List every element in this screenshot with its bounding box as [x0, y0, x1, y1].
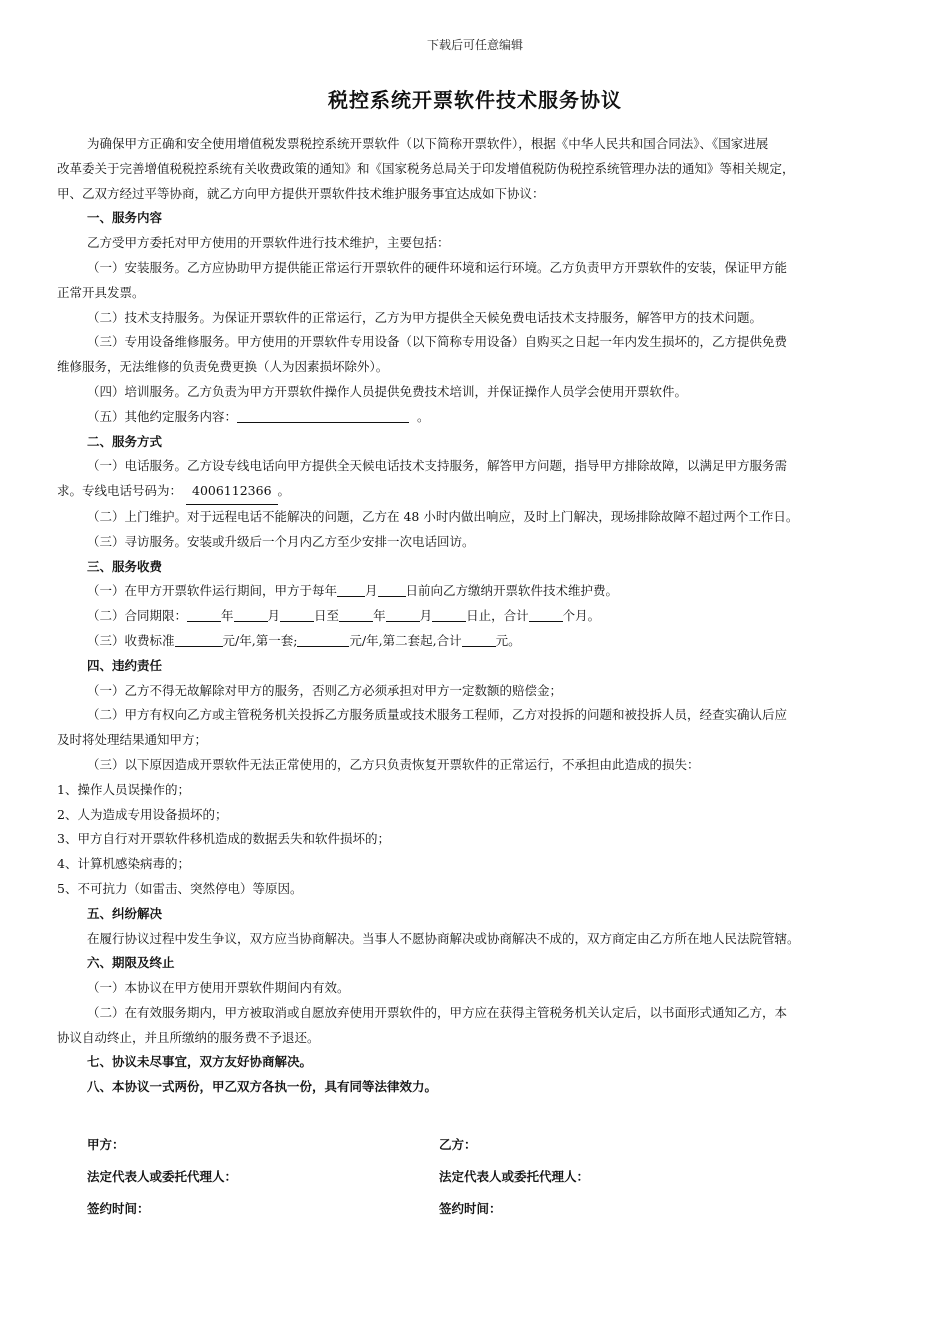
clause-text: 。: [416, 408, 430, 424]
fill-in-blank[interactable]: [297, 632, 349, 647]
party-b-label: 乙方：: [439, 1137, 477, 1152]
intro-line-1: 为确保甲方正确和安全使用增值税发票税控系统开票软件（以下简称开票软件），根据《中华人民共和国合同法》、《国家进展: [87, 136, 769, 151]
clause-text: 元/年,第一套;: [222, 632, 298, 648]
clause: （一）电话服务。乙方设专线电话向甲方提供全天候电话技术支持服务，解答甲方问题，指导甲方排除故障，以满足甲方服务需: [87, 458, 788, 474]
clause-text: 日至: [314, 608, 340, 624]
hotline-number: 4006112366: [186, 479, 278, 505]
fill-in-blank[interactable]: [386, 607, 420, 622]
list-item: 1、操作人员误操作的；: [57, 781, 190, 797]
clause-text: （一）在甲方开票软件运行期间，甲方于每年: [87, 583, 338, 599]
clause-text: （二）合同期限：: [87, 608, 188, 624]
paragraph: 乙方受甲方委托对甲方使用的开票软件进行技术维护，主要包括：: [87, 235, 450, 251]
clause-continued: 协议自动终止，并且所缴纳的服务费不予退还。: [57, 1029, 320, 1045]
party-a-label: 甲方：: [87, 1137, 125, 1152]
fill-in-blank[interactable]: [339, 607, 373, 622]
clause-text: 日止，合计: [466, 608, 529, 624]
intro-line-3: 甲、乙双方经过平等协商，就乙方向甲方提供开票软件技术维护服务事宜达成如下协议：: [57, 185, 545, 201]
clause-text: 月: [267, 608, 281, 624]
section-heading: 六、期限及终止: [87, 955, 175, 971]
fill-in-blank[interactable]: [432, 607, 466, 622]
intro-line-2: 改革委关于完善增值税税控系统有关收费政策的通知》和《国家税务总局关于印发增值税防伪税控系统管理办法的通知》等相关规定，: [57, 160, 795, 176]
clause-text: （三）收费标准: [87, 632, 175, 648]
clause-text: 求。专线电话号码为：: [57, 483, 183, 499]
clause-text: 个月。: [562, 608, 601, 624]
fill-in-blank[interactable]: [280, 607, 314, 622]
party-a-representative-label: 法定代表人或委托代理人：: [87, 1169, 238, 1184]
section-heading: 二、服务方式: [87, 433, 163, 449]
list-item: 3、甲方自行对开票软件移机造成的数据丢失和软件损坏的；: [57, 831, 390, 847]
clause-continued: 正常开具发票。: [57, 284, 145, 300]
fill-in-blank[interactable]: [187, 607, 221, 622]
clause-text: 日前向乙方缴纳开票软件技术维护费。: [405, 583, 619, 599]
clause-text: （五）其他约定服务内容：: [87, 408, 238, 424]
signature-row: [87, 1135, 907, 1167]
fill-in-blank[interactable]: [462, 632, 496, 647]
clause: （四）培训服务。乙方负责为甲方开票软件操作人员提供免费技术培训，并保证操作人员学会使用开票软件。: [87, 383, 688, 399]
section-heading: 八、本协议一式两份，甲乙双方各执一份，具有同等法律效力。: [87, 1079, 438, 1095]
clause: （二）甲方有权向乙方或主管税务机关投拆乙方服务质量或技术服务工程师，乙方对投拆的问题和被投拆人员，经查实确认后应: [87, 707, 788, 723]
fill-in-blank[interactable]: [237, 408, 409, 423]
fill-in-blank[interactable]: [378, 582, 406, 597]
clause-contract-term: [87, 604, 907, 629]
fill-in-blank[interactable]: [234, 607, 268, 622]
party-b-date-label: 签约时间：: [439, 1201, 502, 1216]
clause: （三）专用设备维修服务。甲方使用的开票软件专用设备（以下简称专用设备）自购买之日起一年内发生损坏的，乙方提供免费: [87, 334, 788, 350]
clause-text: 年: [373, 608, 386, 624]
clause-text: 。: [277, 483, 291, 499]
clause-continued: 维修服务，无法维修的负责免费更换（人为因素损坏除外）。: [57, 359, 389, 375]
clause-text: 年: [221, 608, 234, 624]
fill-in-blank[interactable]: [337, 582, 365, 597]
header-note: 下载后可任意编辑: [426, 38, 523, 52]
clause-fee-deadline: [87, 579, 907, 604]
section-heading: 四、违约责任: [87, 657, 163, 673]
clause-text: 月: [419, 608, 433, 624]
clause: （二）在有效服务期内，甲方被取消或自愿放弃使用开票软件的，甲方应在获得主管税务机关认定后，以书面形式通知乙方，本: [87, 1004, 788, 1020]
fill-in-blank[interactable]: [175, 632, 223, 647]
clause: （三）以下原因造成开票软件无法正常使用的，乙方只负责恢复开票软件的正常运行，不承担由此造成的损失：: [87, 756, 700, 772]
list-item: 2、人为造成专用设备损坏的；: [57, 806, 228, 822]
clause-text: 月: [365, 583, 378, 599]
clause: （一）乙方不得无故解除对甲方的服务，否则乙方必须承担对甲方一定数额的赔偿金；: [87, 682, 563, 698]
clause-phone: [57, 479, 907, 505]
document-title: 税控系统开票软件技术服务协议: [328, 88, 622, 112]
clause: （二）技术支持服务。为保证开票软件的正常运行，乙方为甲方提供全天候免费电话技术支持服务，解答甲方的技术问题。: [87, 309, 763, 325]
list-item: 5、不可抗力（如雷击、突然停电）等原因。: [57, 880, 303, 896]
clause: （二）上门维护。对于远程电话不能解决的问题，乙方在 48 小时内做出响应，及时上门解决，现场排除故障不超过两个工作日。: [87, 508, 799, 524]
section-heading: 三、服务收费: [87, 558, 163, 574]
section-heading: 五、纠纷解决: [87, 905, 163, 921]
signature-row: [87, 1199, 907, 1231]
party-a-date-label: 签约时间：: [87, 1201, 150, 1216]
list-item: 4、计算机感染病毒的；: [57, 856, 190, 872]
paragraph: 在履行协议过程中发生争议，双方应当协商解决。当事人不愿协商解决或协商解决不成的，双方商定由乙方所在地人民法院管辖。: [87, 930, 800, 946]
clause-continued: 及时将处理结果通知甲方；: [57, 732, 208, 748]
clause: （一）安装服务。乙方应协助甲方提供能正常运行开票软件的硬件环境和运行环境。乙方负责甲方开票软件的安装，保证甲方能: [87, 259, 788, 275]
clause-fee-standard: [87, 629, 907, 654]
section-heading: 一、服务内容: [87, 210, 163, 226]
agreement-body: [57, 132, 907, 1100]
clause-text: 元/年,第二套起,合计: [349, 632, 462, 648]
section-heading: 七、协议未尽事宜，双方友好协商解决。: [87, 1054, 313, 1070]
signature-area: [87, 1135, 907, 1231]
clause-other-services: [87, 405, 907, 430]
clause: （一）本协议在甲方使用开票软件期间内有效。: [87, 980, 350, 996]
clause: （三）寻访服务。安装或升级后一个月内乙方至少安排一次电话回访。: [87, 533, 475, 549]
party-b-representative-label: 法定代表人或委托代理人：: [439, 1169, 590, 1184]
clause-text: 元。: [495, 632, 521, 648]
signature-row: [87, 1167, 907, 1199]
fill-in-blank[interactable]: [529, 607, 563, 622]
